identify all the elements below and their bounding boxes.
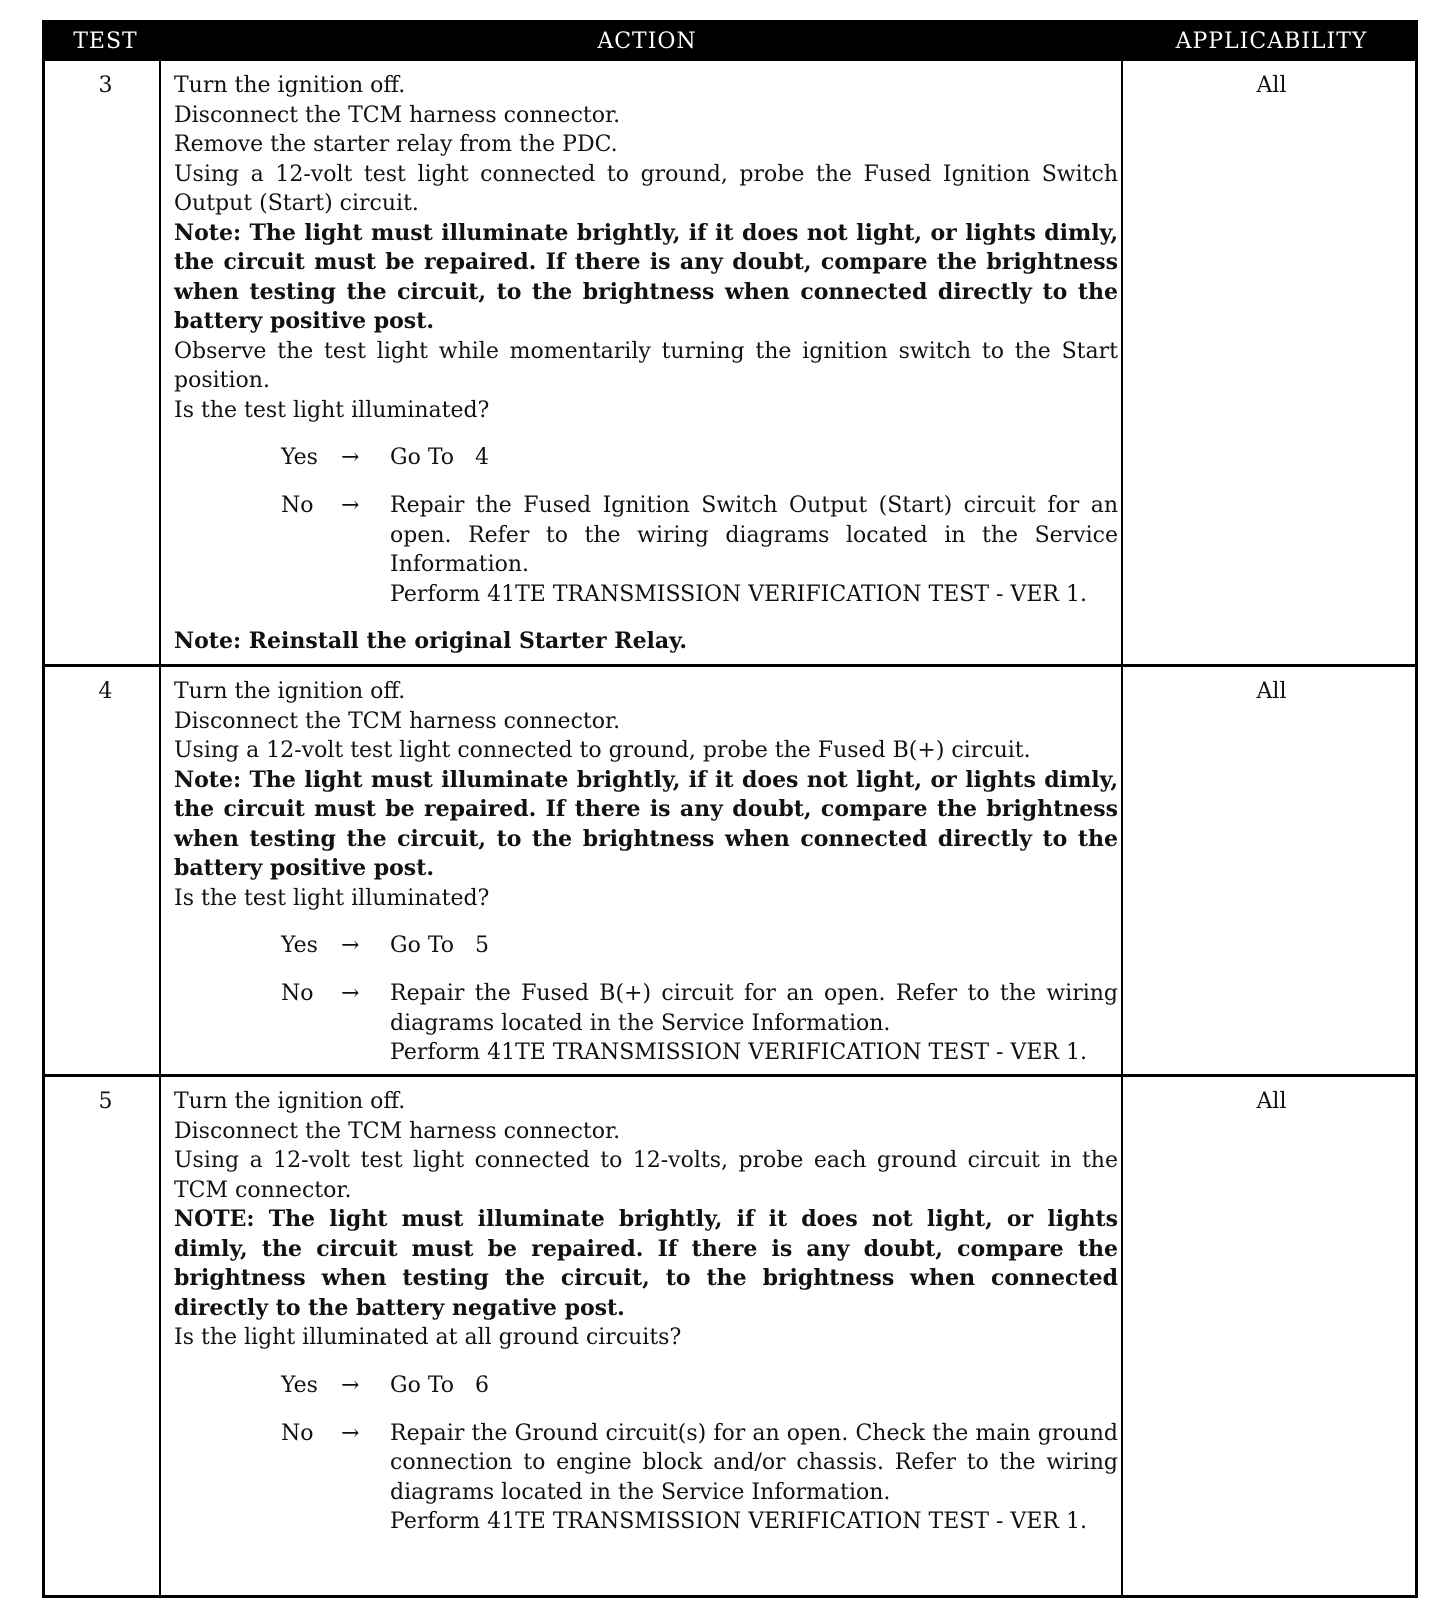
right-arrow-icon: → bbox=[341, 981, 360, 1006]
yes-branch bbox=[174, 931, 1118, 961]
applicability-value: All bbox=[1256, 73, 1287, 98]
table-row bbox=[45, 664, 1415, 1074]
no-branch bbox=[174, 979, 1118, 1068]
diagnostic-table bbox=[42, 20, 1418, 1598]
step: Turn the ignition off. bbox=[174, 679, 406, 704]
action-cell bbox=[174, 677, 1118, 1068]
action-cell bbox=[174, 1087, 1118, 1537]
yes-goto: Go To 5 bbox=[390, 933, 489, 958]
no-repair-text: Repair the Ground circuit(s) for an open. Check the main ground connection to engine block and/or chassis. Refer to the wiring diagrams located in the Service Information. bbox=[390, 1420, 1118, 1505]
question: Is the test light illuminated? bbox=[174, 397, 490, 423]
yes-branch bbox=[174, 1371, 1118, 1401]
test-number: 4 bbox=[98, 679, 113, 704]
step: Using a 12-volt test light connected to ground, probe the Fused B(+) circuit. bbox=[174, 738, 1031, 763]
no-label: No bbox=[281, 493, 314, 518]
right-arrow-icon: → bbox=[341, 1372, 360, 1398]
yes-goto: Go To 4 bbox=[390, 445, 489, 470]
right-arrow-icon: → bbox=[341, 1420, 360, 1446]
applicability-value: All bbox=[1256, 679, 1287, 704]
no-branch bbox=[174, 1419, 1118, 1537]
header-applicability: APPLICABILITY bbox=[1175, 29, 1368, 54]
right-arrow-icon: → bbox=[341, 933, 360, 958]
note: Note: The light must illuminate brightly, if it does not light, or lights dimly, the circuit must be repaired. If there is any doubt, compare the brightness when testing the circuit, to the brightness when connected directly to the battery positive post. bbox=[174, 766, 1118, 881]
yes-label: Yes bbox=[281, 445, 318, 470]
test-number: 5 bbox=[98, 1089, 113, 1114]
right-arrow-icon: → bbox=[341, 493, 360, 518]
yes-label: Yes bbox=[281, 1372, 318, 1398]
no-repair-text: Repair the Fused Ignition Switch Output (Start) circuit for an open. Refer to the wiring diagrams located in the Service Information. bbox=[390, 493, 1118, 577]
perform-verification: Perform 41TE TRANSMISSION VERIFICATION TEST - VER 1. bbox=[390, 581, 1087, 607]
note: NOTE: The light must illuminate brightly, if it does not light, or lights dimly, the circuit must be repaired. If there is any doubt, compare the brightness when testing the circuit, to the brightness when connected directly to the battery negative post. bbox=[174, 1206, 1118, 1321]
header-action: ACTION bbox=[597, 29, 697, 54]
no-repair-text: Repair the Fused B(+) circuit for an open. Refer to the wiring diagrams located in the Service Information. bbox=[390, 981, 1118, 1036]
perform-verification: Perform 41TE TRANSMISSION VERIFICATION TEST - VER 1. bbox=[390, 1040, 1087, 1065]
step: Remove the starter relay from the PDC. bbox=[174, 132, 618, 157]
yes-branch bbox=[174, 443, 1118, 473]
yes-goto: Go To 6 bbox=[390, 1372, 489, 1398]
step: Disconnect the TCM harness connector. bbox=[174, 1118, 621, 1144]
table-header bbox=[45, 23, 1415, 61]
action-cell bbox=[174, 71, 1118, 657]
note: Note: The light must illuminate brightly, if it does not light, or lights dimly, the circuit must be repaired. If there is any doubt, compare the brightness when testing the circuit, to the brightness when connected directly to the battery positive post. bbox=[174, 219, 1118, 334]
step: Disconnect the TCM harness connector. bbox=[174, 102, 621, 128]
step: Using a 12-volt test light connected to 12-volts, probe each ground circuit in the TCM connector. bbox=[174, 1148, 1118, 1203]
question: Is the test light illuminated? bbox=[174, 885, 490, 911]
no-label: No bbox=[281, 981, 314, 1006]
perform-verification: Perform 41TE TRANSMISSION VERIFICATION TEST - VER 1. bbox=[390, 1509, 1087, 1534]
yes-label: Yes bbox=[281, 933, 318, 958]
step: Turn the ignition off. bbox=[174, 73, 406, 98]
no-branch bbox=[174, 491, 1118, 609]
test-number: 3 bbox=[98, 73, 113, 98]
right-arrow-icon: → bbox=[341, 445, 360, 470]
table-row bbox=[45, 1074, 1415, 1595]
applicability-value: All bbox=[1256, 1089, 1287, 1114]
question: Is the light illuminated at all ground circuits? bbox=[174, 1325, 682, 1350]
end-note: Note: Reinstall the original Starter Relay. bbox=[174, 628, 688, 654]
table-row bbox=[45, 61, 1415, 664]
step: Turn the ignition off. bbox=[174, 1089, 406, 1114]
no-label: No bbox=[281, 1420, 314, 1446]
header-test: TEST bbox=[73, 29, 138, 54]
step: Disconnect the TCM harness connector. bbox=[174, 708, 621, 734]
step: Using a 12-volt test light connected to ground, probe the Fused Ignition Switch Output (Start) circuit. bbox=[174, 161, 1118, 216]
step: Observe the test light while momentarily turning the ignition switch to the Start position. bbox=[174, 338, 1118, 393]
